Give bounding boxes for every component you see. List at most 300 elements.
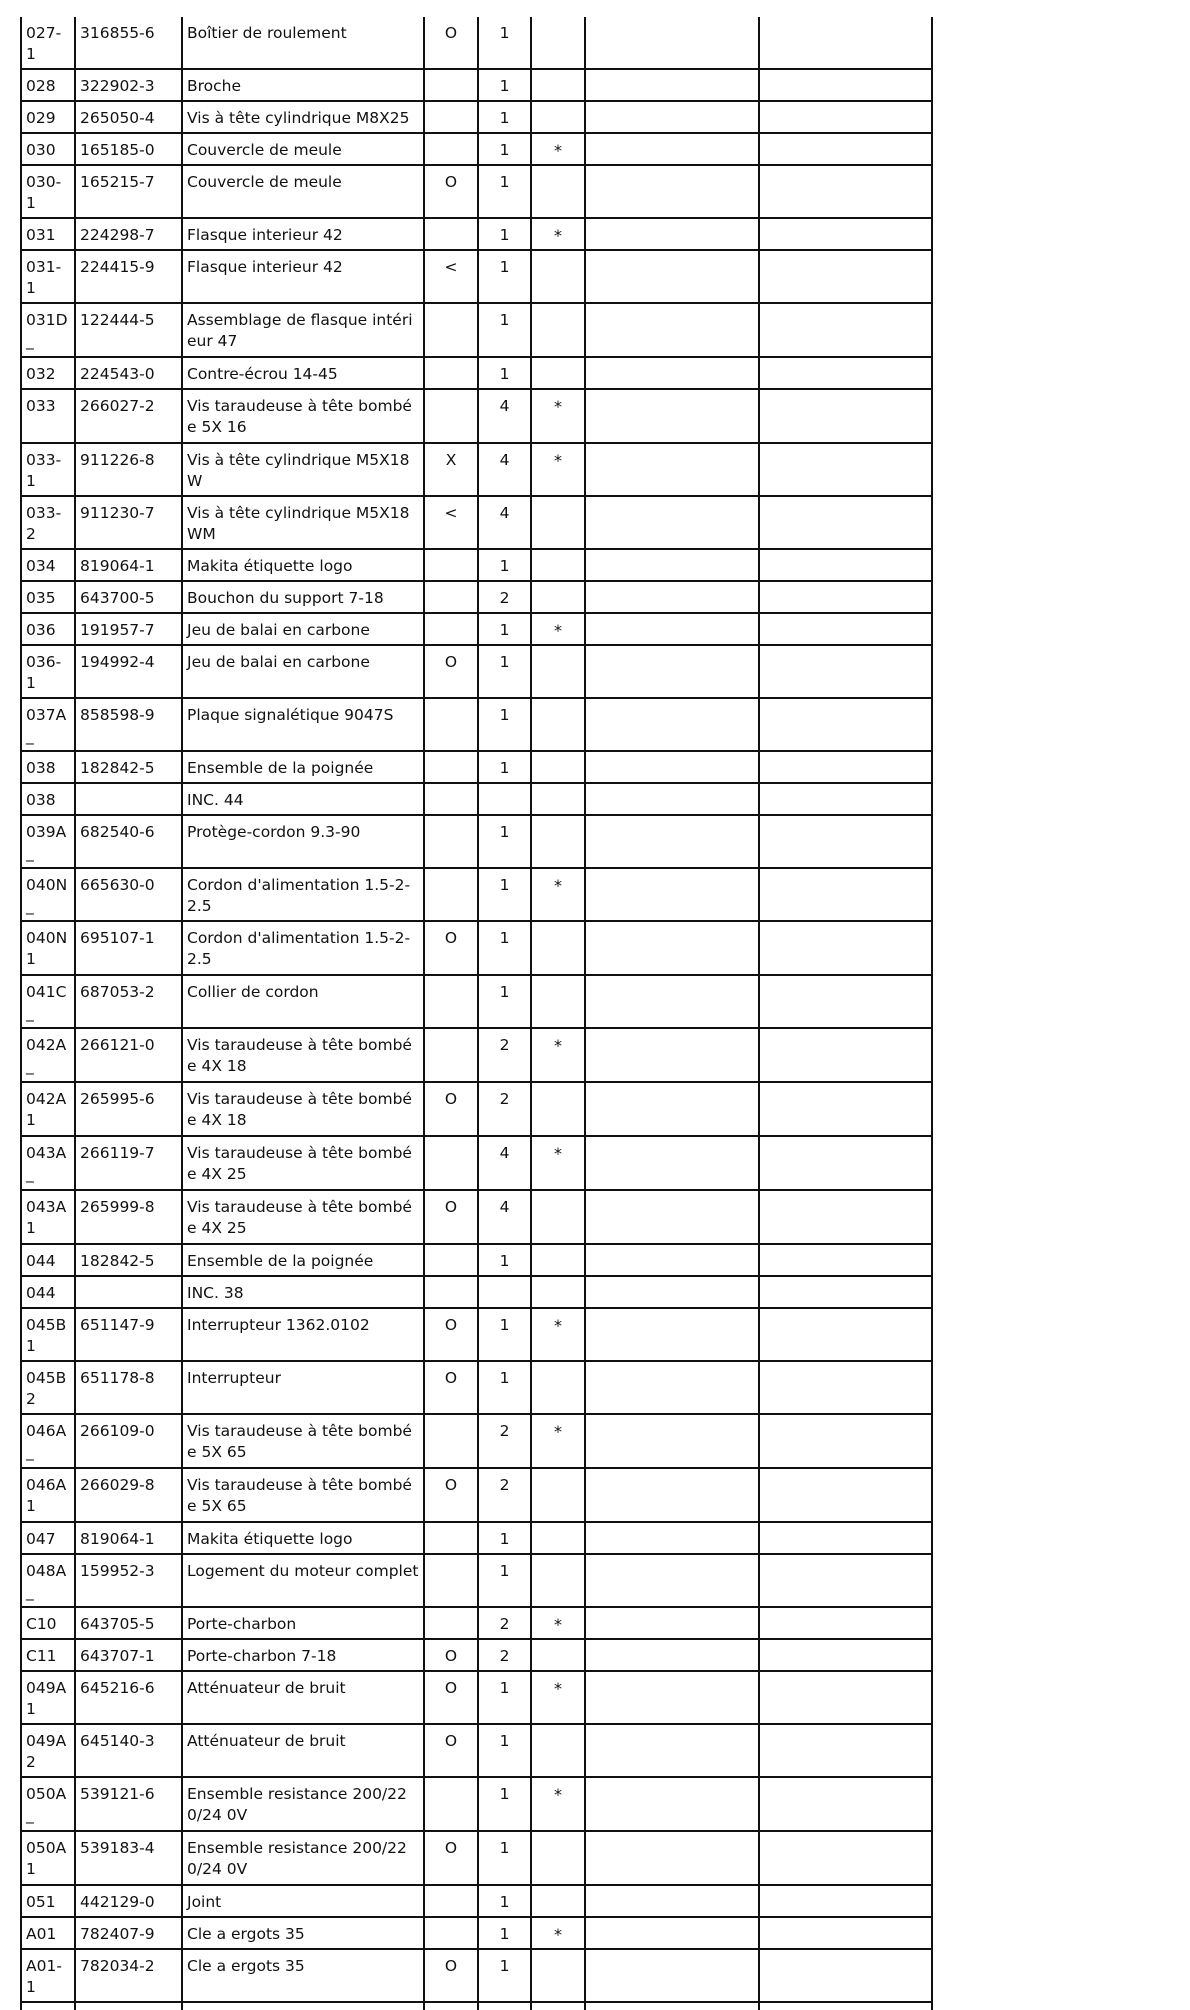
table-row: [21, 815, 932, 868]
quantity-cell: 1: [478, 218, 531, 250]
extra-cell-2: [759, 1082, 932, 1136]
extra-cell-1: [585, 581, 759, 613]
table-row: [21, 133, 932, 165]
extra-cell-2: [759, 975, 932, 1028]
extra-cell-1: [585, 69, 759, 101]
part-number-cell: 651178-8: [75, 1361, 182, 1414]
description-cell: Cle a ergots 35: [182, 1949, 424, 2002]
table-row: [21, 101, 932, 133]
table-row: [21, 1522, 932, 1554]
description-cell: Vis taraudeuse à tête bombée 5X 65: [182, 1414, 424, 1468]
extra-cell-2: [759, 1917, 932, 1949]
table-row: [21, 165, 932, 218]
ref-number-cell: 051: [21, 1885, 75, 1917]
extra-cell-2: [759, 921, 932, 975]
description-cell: Vis taraudeuse à tête bombée 4X 18: [182, 1082, 424, 1136]
star-cell: *: [531, 1414, 585, 1468]
quantity-cell: 1: [478, 1724, 531, 1777]
part-number-cell: 182842-5: [75, 1244, 182, 1276]
description-cell: Plaque signalétique 9047S: [182, 698, 424, 751]
extra-cell-1: [585, 868, 759, 921]
mark-cell: [424, 698, 478, 751]
star-cell: [531, 783, 585, 815]
extra-cell-1: [585, 751, 759, 783]
extra-cell-1: [585, 1136, 759, 1190]
quantity-cell: 4: [478, 1136, 531, 1190]
quantity-cell: 2: [478, 1414, 531, 1468]
ref-number-cell: 032: [21, 357, 75, 389]
extra-cell-1: [585, 17, 759, 69]
extra-cell-1: [585, 357, 759, 389]
mark-cell: O: [424, 1639, 478, 1671]
mark-cell: [424, 751, 478, 783]
description-cell: Vis à tête cylindrique M8X25: [182, 101, 424, 133]
star-cell: [531, 549, 585, 581]
star-cell: [531, 250, 585, 303]
table-row: [21, 549, 932, 581]
part-number-cell: 645216-6: [75, 1671, 182, 1724]
extra-cell-1: [585, 1028, 759, 1082]
quantity-cell: 1: [478, 1361, 531, 1414]
table-row: [21, 1414, 932, 1468]
mark-cell: <: [424, 496, 478, 549]
quantity-cell: 1: [478, 165, 531, 218]
part-number-cell: 442129-0: [75, 1885, 182, 1917]
quantity-cell: 1: [478, 101, 531, 133]
description-cell: INC. 44: [182, 783, 424, 815]
table-row: [21, 698, 932, 751]
extra-cell-1: [585, 549, 759, 581]
part-number-cell: 265050-4: [75, 101, 182, 133]
quantity-cell: 1: [478, 1917, 531, 1949]
star-cell: [531, 1831, 585, 1885]
ref-number-cell: 029: [21, 101, 75, 133]
extra-cell-1: [585, 1639, 759, 1671]
description-cell: Jeu de balai en carbone: [182, 613, 424, 645]
star-cell: *: [531, 1136, 585, 1190]
table-row: [21, 250, 932, 303]
extra-cell-2: [759, 165, 932, 218]
star-cell: *: [531, 443, 585, 496]
mark-cell: X: [424, 443, 478, 496]
ref-number-cell: 031D_: [21, 303, 75, 357]
star-cell: [531, 1276, 585, 1308]
part-number-cell: 224298-7: [75, 218, 182, 250]
extra-cell-2: [759, 1554, 932, 1607]
part-number-cell: 643700-5: [75, 581, 182, 613]
part-number-cell: 265999-8: [75, 1190, 182, 1244]
mark-cell: <: [424, 250, 478, 303]
quantity-cell: 1: [478, 698, 531, 751]
part-number-cell: 682540-6: [75, 815, 182, 868]
part-number-cell: 224415-9: [75, 250, 182, 303]
extra-cell-2: [759, 1244, 932, 1276]
star-cell: [531, 975, 585, 1028]
mark-cell: O: [424, 1671, 478, 1724]
ref-number-cell: 030-1: [21, 165, 75, 218]
ref-number-cell: 039A_: [21, 815, 75, 868]
quantity-cell: 1: [478, 1522, 531, 1554]
table-row: [21, 2002, 932, 2010]
extra-cell-1: [585, 1414, 759, 1468]
description-cell: Cordon d'alimentation 1.5-2-2.5: [182, 868, 424, 921]
description-cell: Ensemble de la poignée: [182, 1244, 424, 1276]
part-number-cell: 539121-6: [75, 1777, 182, 1831]
extra-cell-2: [759, 1522, 932, 1554]
part-number-cell: 182842-5: [75, 751, 182, 783]
quantity-cell: 1: [478, 1554, 531, 1607]
extra-cell-1: [585, 1522, 759, 1554]
quantity-cell: 1: [478, 1777, 531, 1831]
quantity-cell: 4: [478, 443, 531, 496]
star-cell: *: [531, 868, 585, 921]
extra-cell-2: [759, 101, 932, 133]
quantity-cell: 1: [478, 751, 531, 783]
ref-number-cell: C11: [21, 1639, 75, 1671]
ref-number-cell: 035: [21, 581, 75, 613]
star-cell: [531, 357, 585, 389]
quantity-cell: 2: [478, 1639, 531, 1671]
part-number-cell: 539183-4: [75, 1831, 182, 1885]
part-number-cell: 911226-8: [75, 443, 182, 496]
extra-cell-2: [759, 1361, 932, 1414]
part-number-cell: 316855-6: [75, 17, 182, 69]
table-row: [21, 443, 932, 496]
extra-cell-2: [759, 698, 932, 751]
star-cell: [531, 645, 585, 698]
star-cell: [531, 17, 585, 69]
description-cell: Jeu de balai en carbone: [182, 645, 424, 698]
star-cell: [531, 2002, 585, 2010]
mark-cell: O: [424, 1724, 478, 1777]
quantity-cell: 1: [478, 69, 531, 101]
table-row: [21, 783, 932, 815]
star-cell: [531, 1724, 585, 1777]
star-cell: [531, 1639, 585, 1671]
mark-cell: [424, 389, 478, 443]
quantity-cell: 1: [478, 1885, 531, 1917]
extra-cell-2: [759, 443, 932, 496]
extra-cell-2: [759, 1777, 932, 1831]
quantity-cell: 1: [478, 815, 531, 868]
extra-cell-1: [585, 613, 759, 645]
star-cell: [531, 815, 585, 868]
part-number-cell: 159952-3: [75, 1554, 182, 1607]
extra-cell-2: [759, 496, 932, 549]
mark-cell: [424, 218, 478, 250]
extra-cell-2: [759, 1276, 932, 1308]
part-number-cell: 266029-8: [75, 1468, 182, 1522]
star-cell: [531, 751, 585, 783]
quantity-cell: 1: [478, 921, 531, 975]
mark-cell: [424, 1414, 478, 1468]
ref-number-cell: 045B2: [21, 1361, 75, 1414]
description-cell: Interrupteur: [182, 1361, 424, 1414]
mark-cell: [424, 1522, 478, 1554]
mark-cell: [424, 1276, 478, 1308]
ref-number-cell: A01: [21, 1917, 75, 1949]
extra-cell-2: [759, 1639, 932, 1671]
description-cell: Collier de cordon: [182, 975, 424, 1028]
star-cell: [531, 581, 585, 613]
table-row: [21, 1639, 932, 1671]
quantity-cell: 1: [478, 1949, 531, 2002]
extra-cell-1: [585, 1724, 759, 1777]
extra-cell-2: [759, 581, 932, 613]
ref-number-cell: 043A_: [21, 1136, 75, 1190]
mark-cell: [424, 303, 478, 357]
table-row: [21, 1885, 932, 1917]
part-number-cell: 191957-7: [75, 613, 182, 645]
quantity-cell: 2: [478, 1607, 531, 1639]
table-row: [21, 921, 932, 975]
ref-number-cell: 028: [21, 69, 75, 101]
extra-cell-2: [759, 815, 932, 868]
extra-cell-1: [585, 218, 759, 250]
quantity-cell: 4: [478, 389, 531, 443]
ref-number-cell: 049A2: [21, 1724, 75, 1777]
extra-cell-1: [585, 815, 759, 868]
quantity-cell: 1: [478, 1671, 531, 1724]
table-row: [21, 1082, 932, 1136]
description-cell: Boîtier de roulement: [182, 17, 424, 69]
description-cell: Contre-écrou 14-45: [182, 357, 424, 389]
ref-number-cell: 048A_: [21, 1554, 75, 1607]
mark-cell: [424, 69, 478, 101]
part-number-cell: 194992-4: [75, 645, 182, 698]
extra-cell-1: [585, 1671, 759, 1724]
star-cell: [531, 69, 585, 101]
extra-cell-2: [759, 613, 932, 645]
table-row: [21, 303, 932, 357]
part-number-cell: 165215-7: [75, 165, 182, 218]
extra-cell-1: [585, 1308, 759, 1361]
extra-cell-1: [585, 496, 759, 549]
ref-number-cell: 030: [21, 133, 75, 165]
table-row: [21, 975, 932, 1028]
description-cell: Ensemble resistance 200/220/24 0V: [182, 1831, 424, 1885]
star-cell: *: [531, 1607, 585, 1639]
star-cell: *: [531, 133, 585, 165]
description-cell: Vis taraudeuse à tête bombée 5X 65: [182, 1468, 424, 1522]
description-cell: Broche: [182, 69, 424, 101]
quantity-cell: 4: [478, 1190, 531, 1244]
quantity-cell: 2: [478, 1028, 531, 1082]
mark-cell: [424, 1554, 478, 1607]
table-row: [21, 645, 932, 698]
mark-cell: O: [424, 1361, 478, 1414]
table-row: [21, 1724, 932, 1777]
description-cell: Porte-charbon: [182, 1607, 424, 1639]
part-number-cell: 782034-2: [75, 1949, 182, 2002]
mark-cell: [424, 581, 478, 613]
extra-cell-1: [585, 975, 759, 1028]
star-cell: *: [531, 389, 585, 443]
quantity-cell: 1: [478, 975, 531, 1028]
ref-number-cell: 044: [21, 1244, 75, 1276]
extra-cell-2: [759, 1028, 932, 1082]
extra-cell-1: [585, 645, 759, 698]
quantity-cell: [478, 783, 531, 815]
part-number-cell: [75, 783, 182, 815]
description-cell: Atténuateur de bruit: [182, 1671, 424, 1724]
ref-number-cell: 042A_: [21, 1028, 75, 1082]
quantity-cell: 1: [478, 250, 531, 303]
quantity-cell: 1: [478, 17, 531, 69]
description-cell: Cle a ergots 35: [182, 1917, 424, 1949]
description-cell: [182, 2002, 424, 2010]
description-cell: Vis taraudeuse à tête bombée 5X 16: [182, 389, 424, 443]
extra-cell-2: [759, 303, 932, 357]
part-number-cell: 858598-9: [75, 698, 182, 751]
table-row: [21, 581, 932, 613]
extra-cell-1: [585, 1777, 759, 1831]
part-number-cell: 322902-3: [75, 69, 182, 101]
quantity-cell: 2: [478, 1468, 531, 1522]
table-row: [21, 1136, 932, 1190]
extra-cell-1: [585, 1361, 759, 1414]
ref-number-cell: 045B1: [21, 1308, 75, 1361]
quantity-cell: 2: [478, 581, 531, 613]
star-cell: *: [531, 1028, 585, 1082]
mark-cell: [424, 1136, 478, 1190]
table-row: [21, 218, 932, 250]
star-cell: [531, 1522, 585, 1554]
mark-cell: [424, 133, 478, 165]
extra-cell-2: [759, 1831, 932, 1885]
extra-cell-2: [759, 1308, 932, 1361]
extra-cell-2: [759, 1885, 932, 1917]
extra-cell-1: [585, 1082, 759, 1136]
ref-number-cell: 044: [21, 1276, 75, 1308]
extra-cell-1: [585, 165, 759, 218]
mark-cell: O: [424, 1190, 478, 1244]
star-cell: [531, 698, 585, 751]
description-cell: Interrupteur 1362.0102: [182, 1308, 424, 1361]
star-cell: [531, 165, 585, 218]
ref-number-cell: 047: [21, 1522, 75, 1554]
ref-number-cell: 050A_: [21, 1777, 75, 1831]
table-row: [21, 868, 932, 921]
extra-cell-1: [585, 250, 759, 303]
quantity-cell: 1: [478, 1831, 531, 1885]
extra-cell-2: [759, 1671, 932, 1724]
mark-cell: [424, 1917, 478, 1949]
ref-number-cell: 046A1: [21, 1468, 75, 1522]
description-cell: Flasque interieur 42: [182, 250, 424, 303]
table-row: [21, 613, 932, 645]
extra-cell-1: [585, 1554, 759, 1607]
extra-cell-1: [585, 1885, 759, 1917]
mark-cell: O: [424, 1468, 478, 1522]
ref-number-cell: 034: [21, 549, 75, 581]
extra-cell-1: [585, 389, 759, 443]
extra-cell-2: [759, 1414, 932, 1468]
extra-cell-2: [759, 17, 932, 69]
extra-cell-1: [585, 1607, 759, 1639]
table-row: [21, 1361, 932, 1414]
star-cell: *: [531, 1917, 585, 1949]
extra-cell-2: [759, 1190, 932, 1244]
description-cell: Couvercle de meule: [182, 165, 424, 218]
table-row: [21, 1276, 932, 1308]
part-number-cell: 645140-3: [75, 1724, 182, 1777]
part-number-cell: 643707-1: [75, 1639, 182, 1671]
table-row: [21, 1671, 932, 1724]
description-cell: Ensemble resistance 200/220/24 0V: [182, 1777, 424, 1831]
description-cell: Porte-charbon 7-18: [182, 1639, 424, 1671]
ref-number-cell: 036-1: [21, 645, 75, 698]
quantity-cell: 1: [478, 357, 531, 389]
quantity-cell: 1: [478, 303, 531, 357]
mark-cell: [424, 975, 478, 1028]
part-number-cell: [75, 1276, 182, 1308]
mark-cell: [424, 1607, 478, 1639]
table-row: [21, 1949, 932, 2002]
description-cell: Cordon d'alimentation 1.5-2-2.5: [182, 921, 424, 975]
quantity-cell: 1: [478, 613, 531, 645]
star-cell: *: [531, 1671, 585, 1724]
star-cell: [531, 1949, 585, 2002]
part-number-cell: 687053-2: [75, 975, 182, 1028]
part-number-cell: 819064-1: [75, 549, 182, 581]
table-row: [21, 357, 932, 389]
mark-cell: O: [424, 1308, 478, 1361]
extra-cell-2: [759, 69, 932, 101]
mark-cell: [424, 1028, 478, 1082]
extra-cell-1: [585, 2002, 759, 2010]
description-cell: Couvercle de meule: [182, 133, 424, 165]
extra-cell-1: [585, 303, 759, 357]
star-cell: *: [531, 613, 585, 645]
star-cell: [531, 303, 585, 357]
extra-cell-2: [759, 868, 932, 921]
part-number-cell: 695107-1: [75, 921, 182, 975]
extra-cell-1: [585, 101, 759, 133]
table-row: [21, 1028, 932, 1082]
part-number-cell: 651147-9: [75, 1308, 182, 1361]
ref-number-cell: 038: [21, 751, 75, 783]
part-number-cell: 782407-9: [75, 1917, 182, 1949]
mark-cell: [424, 1885, 478, 1917]
description-cell: INC. 38: [182, 1276, 424, 1308]
extra-cell-2: [759, 1136, 932, 1190]
part-number-cell: 266121-0: [75, 1028, 182, 1082]
mark-cell: [424, 1777, 478, 1831]
table-row: [21, 1607, 932, 1639]
description-cell: Vis à tête cylindrique M5X18 WM: [182, 496, 424, 549]
table-row: [21, 1554, 932, 1607]
ref-number-cell: 031-1: [21, 250, 75, 303]
table-row: [21, 17, 932, 69]
mark-cell: O: [424, 1082, 478, 1136]
description-cell: Assemblage de flasque intérieur 47: [182, 303, 424, 357]
ref-number-cell: 033: [21, 389, 75, 443]
part-number-cell: 122444-5: [75, 303, 182, 357]
extra-cell-2: [759, 218, 932, 250]
ref-number-cell: 033-2: [21, 496, 75, 549]
table-row: [21, 1831, 932, 1885]
mark-cell: O: [424, 645, 478, 698]
table-row: [21, 1777, 932, 1831]
description-cell: Joint: [182, 1885, 424, 1917]
description-cell: Vis taraudeuse à tête bombée 4X 25: [182, 1190, 424, 1244]
ref-number-cell: A01-1: [21, 1949, 75, 2002]
star-cell: *: [531, 218, 585, 250]
mark-cell: O: [424, 165, 478, 218]
mark-cell: [424, 783, 478, 815]
mark-cell: [424, 815, 478, 868]
